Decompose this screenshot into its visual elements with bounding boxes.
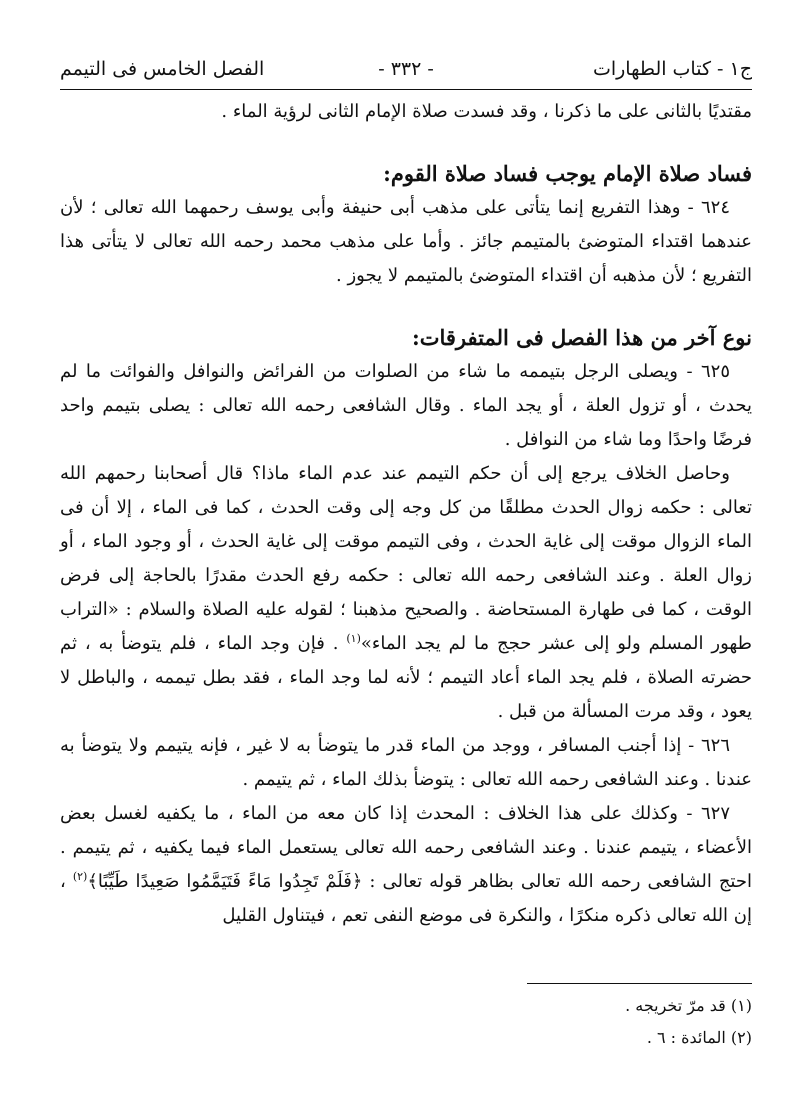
paragraph-626: ٦٢٦ - إذا أجنب المسافر ، ووجد من الماء قدر ما يتوضأ به لا غير ، فإنه يتيمم ولا يتوضأ به عندنا . وعند الشافعى رحمه الله تعالى : يتوضأ بذلك الماء ، ثم يتيمم . (60, 735, 752, 790)
section-heading-miscellaneous: نوع آخر من هذا الفصل فى المتفرقات: (411, 325, 752, 350)
paragraph-624: ٦٢٤ - وهذا التفريع إنما يتأتى على مذهب أبى حنيفة وأبى يوسف رحمهما الله تعالى ؛ لأن عندهما اقتداء المتوضئ بالمتيمم جائز . وأما على مذهب محمد رحمه الله تعالى لا يتأتى هذا التفريع ؛ لأن مذهبه أن اقتداء المتوضئ بالمتيمم لا يجوز . (60, 197, 752, 286)
main-text (60, 95, 752, 933)
paragraph-625: ٦٢٥ - ويصلى الرجل بتيممه ما شاء من الصلوات من الفرائض والنوافل والفوائت ما لم يحدث ، أو تزول العلة ، أو يجد الماء . وقال الشافعى رحمه الله تعالى : يصلى بتيمم واحد فرضًا واحدًا وما شاء من النوافل . (60, 361, 752, 450)
paragraph-627 (60, 797, 752, 933)
footnote-ref-1: (١) (346, 632, 361, 645)
running-header (60, 52, 752, 86)
header-divider (60, 89, 752, 90)
header-chapter-title: الفصل الخامس فى التيمم (60, 58, 265, 80)
paragraph-627-part-b: ، إن الله تعالى ذكره منكرًا ، والنكرة فى موضع النفى تعم ، فيتناول القليل (60, 871, 752, 926)
paragraph-hasil-part-a: وحاصل الخلاف يرجع إلى أن حكم التيمم عند عدم الماء ماذا؟ قال أصحابنا رحمهم الله تعالى : حكمه زوال الحدث مطلقًا من كل وجه إلى وقت الحدث ، كما فى الماء ، إلا أن فى الماء الزوال موقت إلى غاية الحدث ، وفى التيمم موقت إلى غاية الحدث ، أو وجود الماء ، أو زوال العلة . وعند الشافعى رحمه الله تعالى : حكمه رفع الحدث مقدرًا بالحاجة إلى فرض الوقت ، كما فى طهارة المستحاضة . والصحيح مذهبنا ؛ لقوله عليه الصلاة والسلام : «التراب طهور المسلم ولو إلى عشر حجج ما لم يجد الماء» (60, 463, 752, 654)
footnote-1: (١) قد مرّ تخريجه . (625, 996, 752, 1015)
paragraph-intro: مقتديًا بالثانى على ما ذكرنا ، وقد فسدت صلاة الإمام الثانى لرؤية الماء . (221, 101, 752, 122)
footnote-divider (527, 983, 752, 984)
footnote-ref-2: (٢) (72, 870, 88, 883)
header-book-title: ج١ - كتاب الطهارات (592, 58, 752, 80)
paragraph-627-part-a: ٦٢٧ - وكذلك على هذا الخلاف : المحدث إذا كان معه من الماء ، ما يكفيه لغسل بعض الأعضاء ، يتيمم عندنا . وعند الشافعى رحمه الله تعالى يستعمل الماء فيما يكفيه ، ثم يتيمم . احتج الشافعى رحمه الله تعالى بظاهر قوله تعالى : ﴿فَلَمْ تَجِدُوا مَاءً فَتَيَمَّمُوا صَعِيدًا طَيِّبًا﴾ (60, 803, 752, 892)
section-heading-imam-prayer: فساد صلاة الإمام يوجب فساد صلاة القوم: (383, 161, 752, 186)
footnote-2: (٢) المائدة : ٦ . (646, 1028, 752, 1047)
paragraph-hasil-part-b: . فإن وجد الماء ، فلم يتوضأ به ، ثم حضرته الصلاة ، فلم يجد الماء أعاد التيمم ؛ لأنه لما وجد الماء ، فقد بطل تيممه ، والباطل لا يعود ، وقد مرت المسألة من قبل . (60, 633, 752, 722)
paragraph-hasil (60, 457, 752, 729)
header-page-number: - ٣٣٢ - (378, 58, 434, 80)
footnotes (60, 990, 752, 1054)
